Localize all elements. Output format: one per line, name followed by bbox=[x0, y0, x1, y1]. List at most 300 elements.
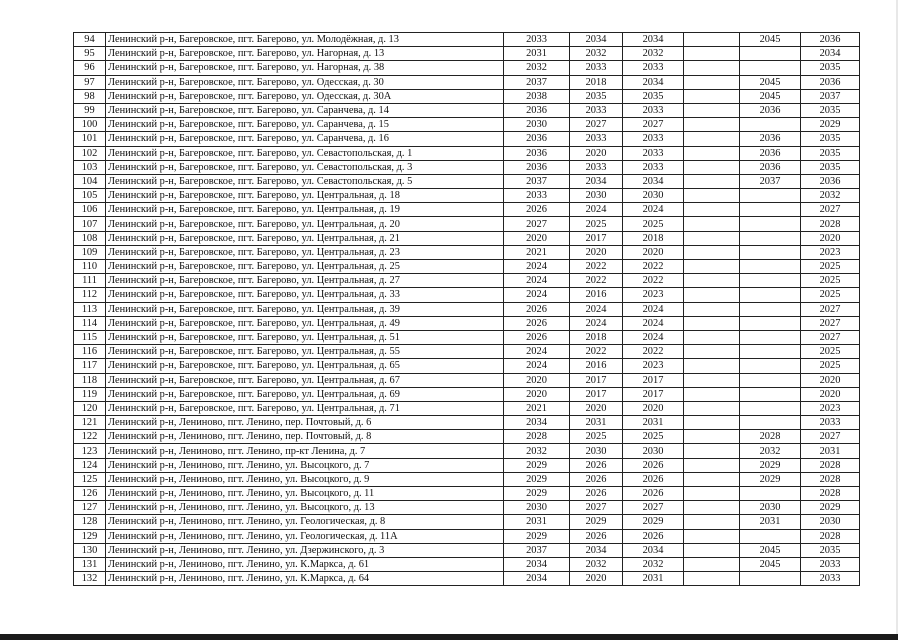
year-col-2: 2024 bbox=[570, 203, 623, 217]
year-col-3: 2022 bbox=[623, 260, 684, 274]
year-col-2: 2016 bbox=[570, 359, 623, 373]
year-col-2: 2022 bbox=[570, 274, 623, 288]
year-col-1: 2034 bbox=[504, 416, 570, 430]
year-col-1: 2029 bbox=[504, 529, 570, 543]
year-col-6: 2020 bbox=[801, 373, 860, 387]
year-col-6: 2025 bbox=[801, 288, 860, 302]
year-col-3: 2027 bbox=[623, 118, 684, 132]
year-col-5 bbox=[740, 359, 801, 373]
table-row bbox=[74, 302, 860, 316]
address-cell: Ленинский р-н, Багеровское, пгт. Багерово, ул. Центральная, д. 55 bbox=[106, 345, 504, 359]
year-col-1: 2029 bbox=[504, 487, 570, 501]
address-cell: Ленинский р-н, Багеровское, пгт. Багерово, ул. Центральная, д. 65 bbox=[106, 359, 504, 373]
year-col-6: 2028 bbox=[801, 472, 860, 486]
year-col-4 bbox=[684, 189, 740, 203]
address-cell: Ленинский р-н, Лениново, пгт. Ленино, пр-кт Ленина, д. 7 bbox=[106, 444, 504, 458]
address-cell: Ленинский р-н, Лениново, пгт. Ленино, пер. Почтовый, д. 8 bbox=[106, 430, 504, 444]
year-col-5 bbox=[740, 61, 801, 75]
year-col-1: 2037 bbox=[504, 543, 570, 557]
year-col-3: 2035 bbox=[623, 89, 684, 103]
year-col-5 bbox=[740, 572, 801, 586]
year-col-2: 2026 bbox=[570, 529, 623, 543]
year-col-2: 2030 bbox=[570, 189, 623, 203]
year-col-2: 2032 bbox=[570, 47, 623, 61]
table-row bbox=[74, 401, 860, 415]
year-col-4 bbox=[684, 302, 740, 316]
year-col-3: 2017 bbox=[623, 387, 684, 401]
table-row bbox=[74, 387, 860, 401]
address-cell: Ленинский р-н, Лениново, пгт. Ленино, пер. Почтовый, д. 6 bbox=[106, 416, 504, 430]
row-number: 95 bbox=[74, 47, 106, 61]
address-cell: Ленинский р-н, Багеровское, пгт. Багерово, ул. Центральная, д. 20 bbox=[106, 217, 504, 231]
year-col-3: 2034 bbox=[623, 543, 684, 557]
year-col-5 bbox=[740, 274, 801, 288]
year-col-3: 2023 bbox=[623, 288, 684, 302]
year-col-4 bbox=[684, 359, 740, 373]
year-col-1: 2024 bbox=[504, 345, 570, 359]
address-cell: Ленинский р-н, Багеровское, пгт. Багерово, ул. Молодёжная, д. 13 bbox=[106, 33, 504, 47]
page-bottom-edge bbox=[0, 634, 898, 640]
year-col-4 bbox=[684, 458, 740, 472]
year-col-1: 2036 bbox=[504, 132, 570, 146]
year-col-6: 2032 bbox=[801, 189, 860, 203]
year-col-2: 2017 bbox=[570, 231, 623, 245]
address-cell: Ленинский р-н, Багеровское, пгт. Багерово, ул. Центральная, д. 18 bbox=[106, 189, 504, 203]
table-row bbox=[74, 174, 860, 188]
year-col-1: 2026 bbox=[504, 302, 570, 316]
table-row bbox=[74, 260, 860, 274]
address-cell: Ленинский р-н, Багеровское, пгт. Багерово, ул. Центральная, д. 21 bbox=[106, 231, 504, 245]
year-col-2: 2020 bbox=[570, 401, 623, 415]
year-col-4 bbox=[684, 529, 740, 543]
year-col-2: 2017 bbox=[570, 387, 623, 401]
year-col-3: 2033 bbox=[623, 103, 684, 117]
year-col-5: 2045 bbox=[740, 557, 801, 571]
year-col-2: 2033 bbox=[570, 61, 623, 75]
year-col-3: 2026 bbox=[623, 487, 684, 501]
table-row bbox=[74, 472, 860, 486]
year-col-2: 2034 bbox=[570, 174, 623, 188]
year-col-2: 2024 bbox=[570, 302, 623, 316]
row-number: 114 bbox=[74, 316, 106, 330]
table-row bbox=[74, 132, 860, 146]
year-col-5: 2036 bbox=[740, 103, 801, 117]
year-col-1: 2032 bbox=[504, 444, 570, 458]
year-col-4 bbox=[684, 430, 740, 444]
table-row bbox=[74, 444, 860, 458]
year-col-4 bbox=[684, 118, 740, 132]
year-col-3: 2024 bbox=[623, 330, 684, 344]
year-col-2: 2033 bbox=[570, 160, 623, 174]
year-col-2: 2025 bbox=[570, 430, 623, 444]
year-col-3: 2031 bbox=[623, 416, 684, 430]
address-cell: Ленинский р-н, Багеровское, пгт. Багерово, ул. Нагорная, д. 38 bbox=[106, 61, 504, 75]
year-col-3: 2025 bbox=[623, 430, 684, 444]
year-col-1: 2029 bbox=[504, 458, 570, 472]
row-number: 118 bbox=[74, 373, 106, 387]
year-col-1: 2030 bbox=[504, 118, 570, 132]
table-row bbox=[74, 33, 860, 47]
year-col-6: 2035 bbox=[801, 132, 860, 146]
year-col-5 bbox=[740, 231, 801, 245]
address-cell: Ленинский р-н, Багеровское, пгт. Багерово, ул. Саранчева, д. 14 bbox=[106, 103, 504, 117]
address-cell: Ленинский р-н, Багеровское, пгт. Багерово, ул. Центральная, д. 39 bbox=[106, 302, 504, 316]
address-cell: Ленинский р-н, Лениново, пгт. Ленино, ул. Высоцкого, д. 9 bbox=[106, 472, 504, 486]
year-col-1: 2037 bbox=[504, 75, 570, 89]
year-col-5 bbox=[740, 373, 801, 387]
year-col-5: 2045 bbox=[740, 89, 801, 103]
table-row bbox=[74, 543, 860, 557]
year-col-1: 2028 bbox=[504, 430, 570, 444]
year-col-5 bbox=[740, 345, 801, 359]
year-col-6: 2036 bbox=[801, 75, 860, 89]
year-col-2: 2031 bbox=[570, 416, 623, 430]
year-col-4 bbox=[684, 401, 740, 415]
year-col-1: 2026 bbox=[504, 330, 570, 344]
year-col-6: 2020 bbox=[801, 387, 860, 401]
year-col-6: 2034 bbox=[801, 47, 860, 61]
year-col-5 bbox=[740, 260, 801, 274]
year-col-2: 2026 bbox=[570, 458, 623, 472]
row-number: 125 bbox=[74, 472, 106, 486]
year-col-3: 2026 bbox=[623, 458, 684, 472]
year-col-3: 2030 bbox=[623, 444, 684, 458]
year-col-5: 2045 bbox=[740, 33, 801, 47]
row-number: 117 bbox=[74, 359, 106, 373]
row-number: 124 bbox=[74, 458, 106, 472]
year-col-2: 2034 bbox=[570, 33, 623, 47]
table-row bbox=[74, 118, 860, 132]
year-col-4 bbox=[684, 217, 740, 231]
year-col-3: 2034 bbox=[623, 33, 684, 47]
table-row bbox=[74, 359, 860, 373]
year-col-5 bbox=[740, 245, 801, 259]
year-col-5: 2036 bbox=[740, 132, 801, 146]
address-cell: Ленинский р-н, Багеровское, пгт. Багерово, ул. Центральная, д. 33 bbox=[106, 288, 504, 302]
year-col-1: 2034 bbox=[504, 572, 570, 586]
year-col-1: 2020 bbox=[504, 373, 570, 387]
year-col-1: 2038 bbox=[504, 89, 570, 103]
address-cell: Ленинский р-н, Лениново, пгт. Ленино, ул. К.Маркса, д. 61 bbox=[106, 557, 504, 571]
year-col-2: 2035 bbox=[570, 89, 623, 103]
year-col-6: 2033 bbox=[801, 572, 860, 586]
year-col-6: 2027 bbox=[801, 430, 860, 444]
year-col-5 bbox=[740, 217, 801, 231]
row-number: 99 bbox=[74, 103, 106, 117]
table-row bbox=[74, 458, 860, 472]
year-col-3: 2027 bbox=[623, 501, 684, 515]
year-col-5 bbox=[740, 487, 801, 501]
row-number: 112 bbox=[74, 288, 106, 302]
table-row bbox=[74, 430, 860, 444]
year-col-6: 2036 bbox=[801, 174, 860, 188]
year-col-2: 2022 bbox=[570, 260, 623, 274]
year-col-6: 2028 bbox=[801, 529, 860, 543]
year-col-2: 2032 bbox=[570, 557, 623, 571]
year-col-5 bbox=[740, 288, 801, 302]
table-row bbox=[74, 288, 860, 302]
year-col-2: 2033 bbox=[570, 103, 623, 117]
year-col-4 bbox=[684, 557, 740, 571]
table-row bbox=[74, 416, 860, 430]
year-col-6: 2036 bbox=[801, 33, 860, 47]
year-col-5 bbox=[740, 203, 801, 217]
year-col-4 bbox=[684, 387, 740, 401]
year-col-5: 2045 bbox=[740, 543, 801, 557]
table-row bbox=[74, 89, 860, 103]
address-cell: Ленинский р-н, Лениново, пгт. Ленино, ул. Высоцкого, д. 13 bbox=[106, 501, 504, 515]
row-number: 105 bbox=[74, 189, 106, 203]
year-col-4 bbox=[684, 444, 740, 458]
year-col-2: 2029 bbox=[570, 515, 623, 529]
year-col-6: 2033 bbox=[801, 557, 860, 571]
year-col-6: 2029 bbox=[801, 118, 860, 132]
year-col-3: 2031 bbox=[623, 572, 684, 586]
row-number: 128 bbox=[74, 515, 106, 529]
year-col-3: 2017 bbox=[623, 373, 684, 387]
year-col-3: 2024 bbox=[623, 316, 684, 330]
year-col-4 bbox=[684, 174, 740, 188]
year-col-6: 2028 bbox=[801, 487, 860, 501]
year-col-4 bbox=[684, 33, 740, 47]
table-row bbox=[74, 47, 860, 61]
row-number: 98 bbox=[74, 89, 106, 103]
address-cell: Ленинский р-н, Багеровское, пгт. Багерово, ул. Центральная, д. 67 bbox=[106, 373, 504, 387]
address-cell: Ленинский р-н, Лениново, пгт. Ленино, ул. Высоцкого, д. 11 bbox=[106, 487, 504, 501]
table-row bbox=[74, 572, 860, 586]
address-cell: Ленинский р-н, Лениново, пгт. Ленино, ул. Высоцкого, д. 7 bbox=[106, 458, 504, 472]
year-col-1: 2031 bbox=[504, 47, 570, 61]
table-row bbox=[74, 189, 860, 203]
row-number: 123 bbox=[74, 444, 106, 458]
row-number: 108 bbox=[74, 231, 106, 245]
year-col-6: 2029 bbox=[801, 501, 860, 515]
year-col-5 bbox=[740, 416, 801, 430]
year-col-1: 2024 bbox=[504, 288, 570, 302]
year-col-3: 2033 bbox=[623, 132, 684, 146]
year-col-1: 2029 bbox=[504, 472, 570, 486]
year-col-1: 2027 bbox=[504, 217, 570, 231]
year-col-2: 2030 bbox=[570, 444, 623, 458]
year-col-6: 2035 bbox=[801, 160, 860, 174]
row-number: 122 bbox=[74, 430, 106, 444]
table-row bbox=[74, 160, 860, 174]
year-col-1: 2036 bbox=[504, 160, 570, 174]
address-cell: Ленинский р-н, Багеровское, пгт. Багерово, ул. Одесская, д. 30А bbox=[106, 89, 504, 103]
year-col-4 bbox=[684, 61, 740, 75]
year-col-4 bbox=[684, 543, 740, 557]
address-cell: Ленинский р-н, Багеровское, пгт. Багерово, ул. Центральная, д. 23 bbox=[106, 245, 504, 259]
table-row bbox=[74, 330, 860, 344]
year-col-4 bbox=[684, 203, 740, 217]
row-number: 115 bbox=[74, 330, 106, 344]
address-cell: Ленинский р-н, Багеровское, пгт. Багерово, ул. Центральная, д. 25 bbox=[106, 260, 504, 274]
year-col-5 bbox=[740, 529, 801, 543]
year-col-4 bbox=[684, 132, 740, 146]
year-col-3: 2034 bbox=[623, 75, 684, 89]
year-col-6: 2035 bbox=[801, 146, 860, 160]
address-cell: Ленинский р-н, Багеровское, пгт. Багерово, ул. Севастопольская, д. 3 bbox=[106, 160, 504, 174]
address-cell: Ленинский р-н, Лениново, пгт. Ленино, ул. К.Маркса, д. 64 bbox=[106, 572, 504, 586]
address-cell: Ленинский р-н, Багеровское, пгт. Багерово, ул. Севастопольская, д. 1 bbox=[106, 146, 504, 160]
address-cell: Ленинский р-н, Лениново, пгт. Ленино, ул. Геологическая, д. 8 bbox=[106, 515, 504, 529]
year-col-6: 2035 bbox=[801, 61, 860, 75]
year-col-4 bbox=[684, 472, 740, 486]
row-number: 103 bbox=[74, 160, 106, 174]
address-cell: Ленинский р-н, Багеровское, пгт. Багерово, ул. Нагорная, д. 13 bbox=[106, 47, 504, 61]
year-col-5: 2036 bbox=[740, 160, 801, 174]
year-col-6: 2025 bbox=[801, 274, 860, 288]
year-col-3: 2032 bbox=[623, 557, 684, 571]
year-col-2: 2026 bbox=[570, 472, 623, 486]
year-col-4 bbox=[684, 330, 740, 344]
address-cell: Ленинский р-н, Багеровское, пгт. Багерово, ул. Центральная, д. 49 bbox=[106, 316, 504, 330]
year-col-2: 2017 bbox=[570, 373, 623, 387]
year-col-3: 2033 bbox=[623, 61, 684, 75]
table-row bbox=[74, 345, 860, 359]
year-col-6: 2033 bbox=[801, 416, 860, 430]
year-col-1: 2036 bbox=[504, 103, 570, 117]
year-col-4 bbox=[684, 345, 740, 359]
year-col-6: 2028 bbox=[801, 217, 860, 231]
year-col-5: 2036 bbox=[740, 146, 801, 160]
address-cell: Ленинский р-н, Лениново, пгт. Ленино, ул. Геологическая, д. 11А bbox=[106, 529, 504, 543]
year-col-5: 2030 bbox=[740, 501, 801, 515]
year-col-6: 2035 bbox=[801, 103, 860, 117]
year-col-1: 2024 bbox=[504, 274, 570, 288]
year-col-4 bbox=[684, 146, 740, 160]
year-col-2: 2022 bbox=[570, 345, 623, 359]
row-number: 130 bbox=[74, 543, 106, 557]
year-col-1: 2033 bbox=[504, 189, 570, 203]
address-cell: Ленинский р-н, Лениново, пгт. Ленино, ул. Дзержинского, д. 3 bbox=[106, 543, 504, 557]
year-col-1: 2034 bbox=[504, 557, 570, 571]
row-number: 116 bbox=[74, 345, 106, 359]
year-col-6: 2023 bbox=[801, 245, 860, 259]
year-col-6: 2031 bbox=[801, 444, 860, 458]
year-col-6: 2037 bbox=[801, 89, 860, 103]
address-cell: Ленинский р-н, Багеровское, пгт. Багерово, ул. Центральная, д. 27 bbox=[106, 274, 504, 288]
year-col-4 bbox=[684, 416, 740, 430]
year-col-6: 2027 bbox=[801, 330, 860, 344]
table-row bbox=[74, 501, 860, 515]
year-col-5 bbox=[740, 330, 801, 344]
table-row bbox=[74, 203, 860, 217]
year-col-1: 2020 bbox=[504, 231, 570, 245]
year-col-4 bbox=[684, 373, 740, 387]
table-row bbox=[74, 515, 860, 529]
table-row bbox=[74, 217, 860, 231]
year-col-5: 2028 bbox=[740, 430, 801, 444]
row-number: 101 bbox=[74, 132, 106, 146]
row-number: 111 bbox=[74, 274, 106, 288]
year-col-5 bbox=[740, 189, 801, 203]
year-col-6: 2020 bbox=[801, 231, 860, 245]
year-col-4 bbox=[684, 501, 740, 515]
year-col-6: 2027 bbox=[801, 302, 860, 316]
table-row bbox=[74, 529, 860, 543]
year-col-5 bbox=[740, 316, 801, 330]
table-row bbox=[74, 316, 860, 330]
year-col-3: 2029 bbox=[623, 515, 684, 529]
year-col-1: 2032 bbox=[504, 61, 570, 75]
year-col-1: 2020 bbox=[504, 387, 570, 401]
year-col-6: 2030 bbox=[801, 515, 860, 529]
year-col-2: 2016 bbox=[570, 288, 623, 302]
address-cell: Ленинский р-н, Багеровское, пгт. Багерово, ул. Центральная, д. 19 bbox=[106, 203, 504, 217]
year-col-5 bbox=[740, 118, 801, 132]
year-col-5: 2037 bbox=[740, 174, 801, 188]
table-row bbox=[74, 75, 860, 89]
row-number: 131 bbox=[74, 557, 106, 571]
address-cell: Ленинский р-н, Багеровское, пгт. Багерово, ул. Центральная, д. 71 bbox=[106, 401, 504, 415]
table-row bbox=[74, 557, 860, 571]
year-col-4 bbox=[684, 89, 740, 103]
year-col-1: 2024 bbox=[504, 260, 570, 274]
year-col-5 bbox=[740, 302, 801, 316]
table-row bbox=[74, 231, 860, 245]
year-col-3: 2022 bbox=[623, 345, 684, 359]
year-col-6: 2025 bbox=[801, 359, 860, 373]
year-col-4 bbox=[684, 274, 740, 288]
year-col-4 bbox=[684, 572, 740, 586]
year-col-3: 2026 bbox=[623, 472, 684, 486]
row-number: 127 bbox=[74, 501, 106, 515]
year-col-5: 2031 bbox=[740, 515, 801, 529]
row-number: 96 bbox=[74, 61, 106, 75]
row-number: 132 bbox=[74, 572, 106, 586]
year-col-3: 2024 bbox=[623, 203, 684, 217]
year-col-3: 2023 bbox=[623, 359, 684, 373]
year-col-6: 2028 bbox=[801, 458, 860, 472]
year-col-4 bbox=[684, 47, 740, 61]
year-col-2: 2034 bbox=[570, 543, 623, 557]
year-col-3: 2033 bbox=[623, 160, 684, 174]
year-col-6: 2025 bbox=[801, 345, 860, 359]
table-row bbox=[74, 487, 860, 501]
year-col-6: 2035 bbox=[801, 543, 860, 557]
year-col-1: 2024 bbox=[504, 359, 570, 373]
year-col-1: 2036 bbox=[504, 146, 570, 160]
year-col-6: 2027 bbox=[801, 203, 860, 217]
year-col-3: 2020 bbox=[623, 245, 684, 259]
year-col-6: 2025 bbox=[801, 260, 860, 274]
year-col-4 bbox=[684, 245, 740, 259]
row-number: 104 bbox=[74, 174, 106, 188]
year-col-4 bbox=[684, 103, 740, 117]
year-col-1: 2026 bbox=[504, 316, 570, 330]
row-number: 121 bbox=[74, 416, 106, 430]
year-col-5: 2029 bbox=[740, 472, 801, 486]
year-col-3: 2020 bbox=[623, 401, 684, 415]
address-cell: Ленинский р-н, Багеровское, пгт. Багерово, ул. Севастопольская, д. 5 bbox=[106, 174, 504, 188]
year-col-3: 2018 bbox=[623, 231, 684, 245]
year-col-3: 2030 bbox=[623, 189, 684, 203]
year-col-2: 2018 bbox=[570, 75, 623, 89]
address-cell: Ленинский р-н, Багеровское, пгт. Багерово, ул. Одесская, д. 30 bbox=[106, 75, 504, 89]
table-row bbox=[74, 61, 860, 75]
year-col-5: 2032 bbox=[740, 444, 801, 458]
row-number: 102 bbox=[74, 146, 106, 160]
year-col-2: 2026 bbox=[570, 487, 623, 501]
year-col-2: 2033 bbox=[570, 132, 623, 146]
year-col-4 bbox=[684, 231, 740, 245]
row-number: 120 bbox=[74, 401, 106, 415]
year-col-2: 2018 bbox=[570, 330, 623, 344]
year-col-4 bbox=[684, 160, 740, 174]
housing-registry-table bbox=[73, 32, 860, 586]
year-col-3: 2032 bbox=[623, 47, 684, 61]
